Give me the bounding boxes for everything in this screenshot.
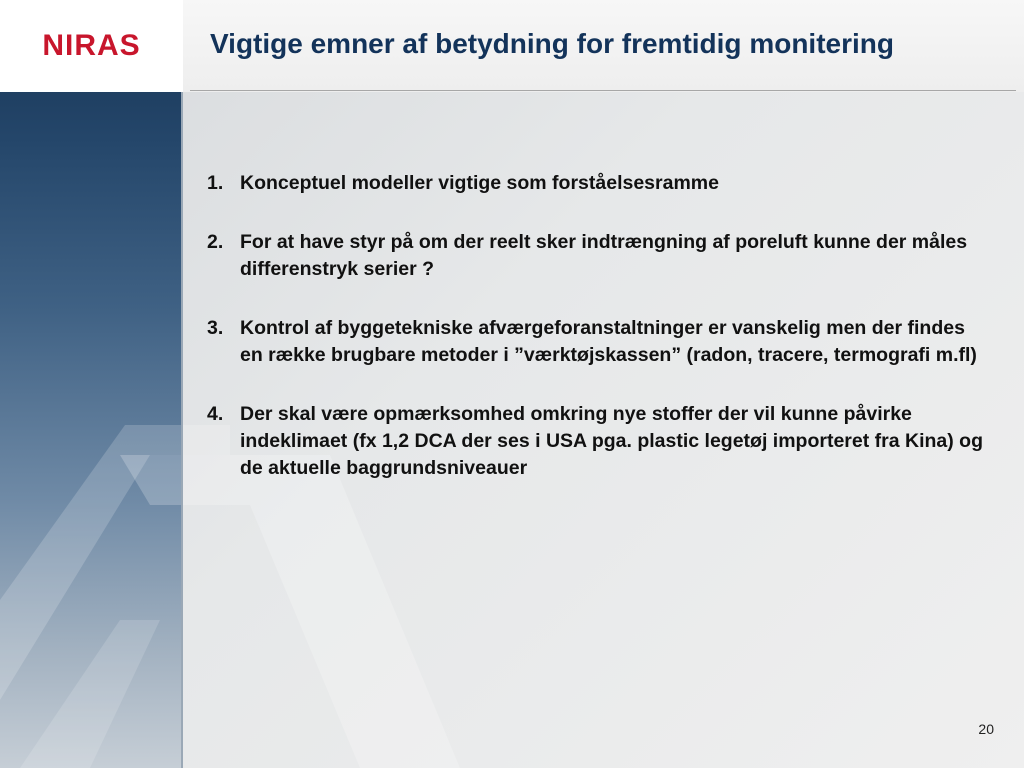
sidebar-divider [181,0,183,768]
list-item [200,229,985,283]
list-item [200,170,985,197]
niras-logo: NIRAS [42,29,141,62]
slide-title: Vigtige emner af betydning for fremtidig monitering [210,28,894,59]
logo-area [0,0,183,92]
item-text: Der skal være opmærksomhed omkring nye stoffer der vil kunne påvirke indeklimaet (fx 1,2 DCA der ses i USA pga. plastic legetøj importeret fra Kina) og de aktuelle baggrundsniveauer [240,403,983,479]
item-number: 4. [207,403,224,425]
list-item [200,401,985,482]
topic-list [200,170,985,514]
title-underline [190,90,1016,91]
item-text: Kontrol af byggetekniske afværgeforanstaltninger er vanskelig men der findes en række brugbare metoder i ”værktøjskassen” (radon, tracere, termografi m.fl) [240,317,977,366]
list-item [200,315,985,369]
item-number: 2. [207,231,224,253]
item-number: 1. [207,172,224,194]
item-text: Konceptuel modeller vigtige som forståelsesramme [240,172,719,194]
page-number: 20 [978,721,994,737]
item-number: 3. [207,317,224,339]
item-text: For at have styr på om der reelt sker indtrængning af poreluft kunne der måles differenstryk serier ? [240,231,968,280]
left-sidebar-band [0,0,183,768]
